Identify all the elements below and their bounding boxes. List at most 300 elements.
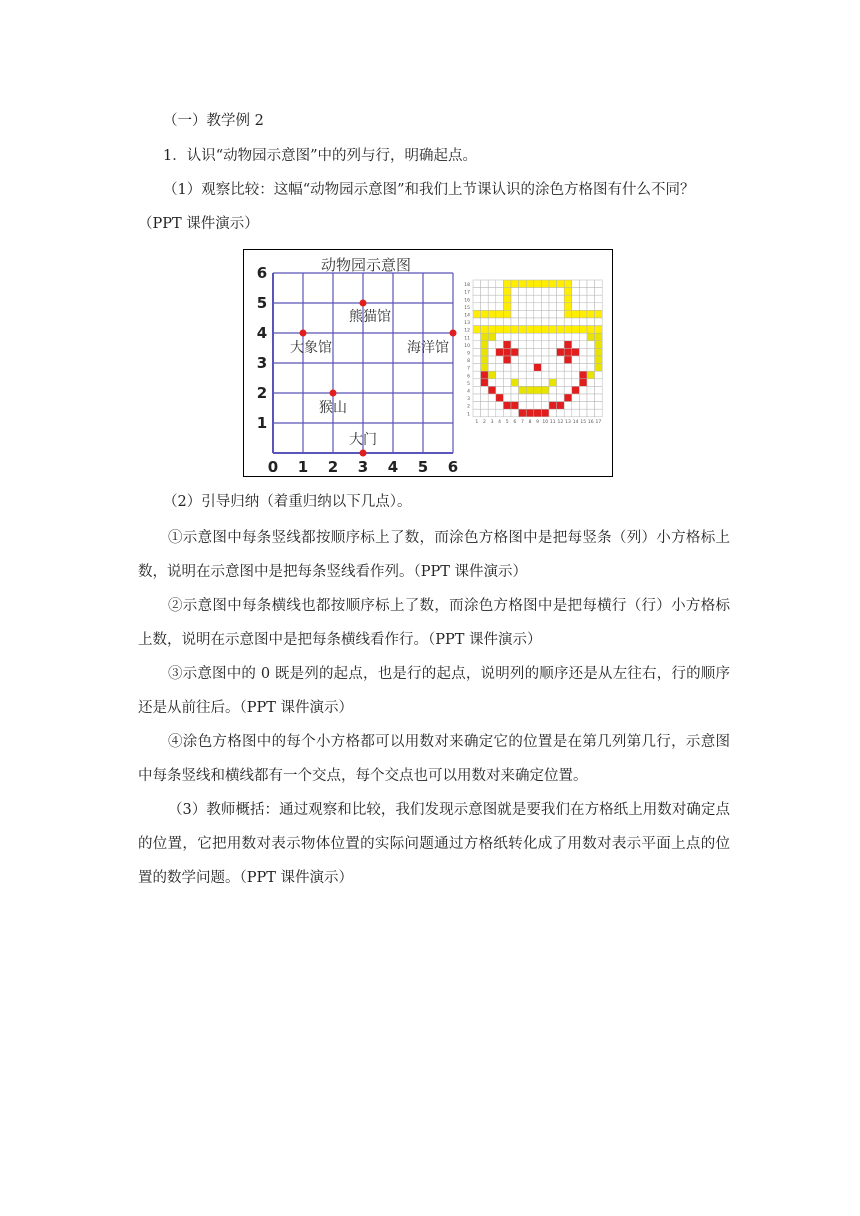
pixel-cell	[579, 356, 587, 364]
place-point	[360, 300, 367, 307]
pixel-cell	[526, 303, 534, 311]
pixel-cell	[526, 280, 534, 288]
pixel-cell	[595, 371, 603, 379]
pixel-cell	[587, 295, 595, 303]
pixel-cell	[557, 364, 565, 372]
pixel-cell	[526, 364, 534, 372]
column-number-label: 1	[475, 419, 479, 425]
pixel-cell	[557, 371, 565, 379]
pixel-cell	[511, 402, 519, 410]
pixel-cell	[511, 295, 519, 303]
pixel-cell	[488, 318, 496, 326]
y-tick-label: 3	[256, 354, 268, 372]
pixel-cell	[595, 394, 603, 402]
y-tick-label: 5	[256, 294, 268, 312]
pixel-cell	[572, 295, 580, 303]
pixel-cell	[587, 326, 595, 334]
pixel-cell	[595, 402, 603, 410]
pixel-cell	[541, 341, 549, 349]
pixel-cell	[481, 409, 489, 417]
pixel-cell	[488, 402, 496, 410]
pixel-cell	[503, 409, 511, 417]
pixel-cell	[572, 356, 580, 364]
x-tick-label: 3	[357, 458, 369, 476]
pixel-cell	[572, 394, 580, 402]
pixel-cell	[557, 303, 565, 311]
pixel-cell	[496, 333, 504, 341]
pixel-cell	[587, 371, 595, 379]
pixel-cell	[534, 333, 542, 341]
pixel-cell	[595, 310, 603, 318]
pixel-cell	[534, 310, 542, 318]
pixel-cell	[549, 379, 557, 387]
pixel-cell	[595, 295, 603, 303]
pixel-cell	[564, 310, 572, 318]
pixel-cell	[541, 326, 549, 334]
x-tick-label: 1	[297, 458, 309, 476]
pixel-cell	[526, 333, 534, 341]
pixel-cell	[549, 402, 557, 410]
pixel-cell	[557, 288, 565, 296]
pixel-cell	[473, 318, 481, 326]
row-number-label: 8	[467, 359, 470, 365]
pixel-cell	[511, 409, 519, 417]
pixel-cell	[488, 333, 496, 341]
pixel-cell	[541, 394, 549, 402]
pixel-cell	[549, 409, 557, 417]
pixel-cell	[511, 394, 519, 402]
pixel-cell	[511, 280, 519, 288]
pixel-cell	[595, 348, 603, 356]
pixel-cell	[526, 288, 534, 296]
pixel-cell	[473, 402, 481, 410]
pixel-cell	[473, 348, 481, 356]
pixel-cell	[579, 310, 587, 318]
pixel-cell	[481, 402, 489, 410]
pixel-cell	[488, 280, 496, 288]
column-number-label: 8	[528, 419, 532, 425]
pixel-cell	[519, 364, 527, 372]
pixel-cell	[564, 364, 572, 372]
pixel-cell	[481, 295, 489, 303]
row-number-label: 11	[464, 336, 470, 342]
pixel-cell	[473, 409, 481, 417]
pixel-cell	[587, 303, 595, 311]
pixel-cell	[579, 333, 587, 341]
pixel-cell	[534, 280, 542, 288]
point-3: ③示意图中的 0 既是列的起点，也是行的起点，说明列的顺序还是从左往右，行的顺序还是从前往后。（PPT 课件演示）	[138, 666, 730, 716]
pixel-cell	[564, 326, 572, 334]
pixel-cell	[579, 288, 587, 296]
pixel-cell	[579, 379, 587, 387]
pixel-cell	[511, 303, 519, 311]
pixel-cell	[519, 356, 527, 364]
pixel-cell	[534, 356, 542, 364]
row-number-label: 14	[464, 313, 470, 319]
pixel-cell	[557, 386, 565, 394]
pixel-cell	[488, 371, 496, 379]
pixel-cell	[519, 295, 527, 303]
pixel-cell	[503, 303, 511, 311]
row-number-label: 1	[467, 412, 470, 418]
pixel-cell	[503, 318, 511, 326]
pixel-cell	[549, 348, 557, 356]
pixel-cell	[549, 280, 557, 288]
pixel-cell	[579, 326, 587, 334]
pixel-cell	[549, 333, 557, 341]
point-2: ②示意图中每条横线也都按顺序标上了数，而涂色方格图中是把每横行（行）小方格标上数，说明在示意图中是把每条横线看作行。（PPT 课件演示）	[138, 598, 730, 648]
pixel-cell	[549, 303, 557, 311]
pixel-cell	[557, 394, 565, 402]
pixel-cell	[534, 386, 542, 394]
pixel-cell	[534, 295, 542, 303]
pixel-cell	[488, 394, 496, 402]
pixel-cell	[526, 409, 534, 417]
pixel-cell	[481, 280, 489, 288]
pixel-cell	[519, 371, 527, 379]
pixel-cell	[503, 371, 511, 379]
pixel-cell	[526, 310, 534, 318]
pixel-cell	[572, 333, 580, 341]
pixel-cell	[519, 348, 527, 356]
step-2-title: （2）引导归纳（着重归纳以下几点）。	[163, 494, 412, 510]
column-number-label: 2	[482, 419, 486, 425]
pixel-cell	[595, 318, 603, 326]
pixel-cell	[579, 280, 587, 288]
pixel-cell	[579, 364, 587, 372]
pixel-cell	[572, 371, 580, 379]
pixel-cell	[572, 318, 580, 326]
pixel-cell	[496, 356, 504, 364]
pixel-cell	[572, 288, 580, 296]
pixel-cell	[595, 280, 603, 288]
pixel-cell	[511, 356, 519, 364]
x-tick-label: 0	[267, 458, 279, 476]
row-number-label: 5	[467, 381, 470, 387]
pixel-cell	[503, 333, 511, 341]
pixel-cell	[526, 326, 534, 334]
pixel-cell	[587, 310, 595, 318]
pixel-cell	[541, 371, 549, 379]
pixel-cell	[595, 409, 603, 417]
pixel-cell	[519, 341, 527, 349]
pixel-cell	[481, 379, 489, 387]
x-tick-label: 5	[417, 458, 429, 476]
pixel-cell	[564, 295, 572, 303]
pixel-cell	[579, 371, 587, 379]
pixel-cell	[496, 409, 504, 417]
pixel-cell	[496, 326, 504, 334]
pixel-cell	[503, 288, 511, 296]
pixel-cell	[557, 402, 565, 410]
pixel-cell	[557, 280, 565, 288]
pixel-cell	[488, 288, 496, 296]
pixel-cell	[534, 402, 542, 410]
column-number-label: 11	[549, 419, 556, 425]
pixel-cell	[587, 356, 595, 364]
pixel-cell	[534, 326, 542, 334]
pixel-cell	[557, 318, 565, 326]
pixel-cell	[526, 295, 534, 303]
pixel-cell	[526, 348, 534, 356]
pixel-cell	[488, 379, 496, 387]
pixel-cell	[473, 310, 481, 318]
pixel-cell	[549, 341, 557, 349]
pixel-cell	[526, 402, 534, 410]
step-1-title: 1．认识“动物园示意图”中的列与行，明确起点。	[163, 148, 478, 164]
pixel-cell	[549, 356, 557, 364]
column-number-label: 14	[572, 419, 579, 425]
pixel-cell	[541, 280, 549, 288]
pixel-cell	[564, 288, 572, 296]
pixel-cell	[511, 318, 519, 326]
pixel-cell	[519, 280, 527, 288]
pixel-cell	[557, 326, 565, 334]
pixel-cell	[511, 386, 519, 394]
pixel-cell	[473, 364, 481, 372]
pixel-cell	[549, 310, 557, 318]
pixel-cell	[519, 379, 527, 387]
pixel-cell	[473, 288, 481, 296]
pixel-cell	[564, 386, 572, 394]
pixel-cell	[564, 341, 572, 349]
column-number-label: 3	[490, 419, 494, 425]
pixel-cell	[519, 318, 527, 326]
pixel-cell	[579, 348, 587, 356]
row-number-label: 16	[464, 298, 470, 304]
row-number-label: 9	[467, 351, 470, 357]
pixel-cell	[572, 310, 580, 318]
pixel-cell	[511, 310, 519, 318]
zoo-map-title: 动物园示意图	[320, 256, 412, 274]
pixel-cell	[496, 295, 504, 303]
pixel-cell	[572, 402, 580, 410]
pixel-cell	[564, 318, 572, 326]
pixel-cell	[579, 303, 587, 311]
pixel-cell	[564, 348, 572, 356]
pixel-cell	[541, 402, 549, 410]
pixel-cell	[503, 310, 511, 318]
comparison-figure	[243, 249, 613, 477]
pixel-cell	[481, 341, 489, 349]
pixel-cell	[503, 280, 511, 288]
pixel-cell	[473, 333, 481, 341]
column-number-label: 10	[542, 419, 549, 425]
pixel-cell	[557, 379, 565, 387]
row-number-label: 7	[467, 366, 470, 372]
pixel-cell	[519, 402, 527, 410]
pixel-cell	[496, 310, 504, 318]
pixel-cell	[549, 386, 557, 394]
pixel-cell	[564, 379, 572, 387]
pixel-cell	[587, 280, 595, 288]
pixel-cell	[587, 394, 595, 402]
pixel-cell	[526, 394, 534, 402]
pixel-cell	[534, 371, 542, 379]
pixel-cell	[496, 402, 504, 410]
pixel-cell	[541, 356, 549, 364]
row-number-label: 18	[464, 283, 470, 289]
pixel-cell	[503, 356, 511, 364]
pixel-cell	[572, 409, 580, 417]
pixel-cell	[557, 356, 565, 364]
column-number-label: 17	[595, 419, 602, 425]
pixel-cell	[481, 318, 489, 326]
pixel-cell	[526, 379, 534, 387]
pixel-cell	[481, 326, 489, 334]
y-tick-label: 4	[256, 324, 268, 342]
pixel-cell	[503, 402, 511, 410]
pixel-cell	[496, 371, 504, 379]
pixel-cell	[496, 318, 504, 326]
pixel-cell	[473, 356, 481, 364]
step-1-1-question: （1）观察比较：这幅“动物园示意图”和我们上节课认识的涂色方格图有什么不同？	[163, 182, 695, 198]
pixel-cell	[473, 386, 481, 394]
pixel-cell	[564, 394, 572, 402]
pixel-cell	[595, 364, 603, 372]
pixel-cell	[503, 295, 511, 303]
pixel-cell	[519, 386, 527, 394]
pixel-cell	[579, 386, 587, 394]
pixel-cell	[481, 371, 489, 379]
pixel-cell	[572, 379, 580, 387]
place-label: 大门	[349, 432, 377, 448]
pixel-cell	[572, 348, 580, 356]
pixel-cell	[557, 409, 565, 417]
pixel-cell	[481, 348, 489, 356]
column-number-label: 4	[498, 419, 502, 425]
pixel-cell	[595, 288, 603, 296]
pixel-cell	[572, 280, 580, 288]
pixel-cell	[503, 348, 511, 356]
pixel-cell	[511, 348, 519, 356]
pixel-cell	[488, 409, 496, 417]
pixel-cell	[579, 341, 587, 349]
row-number-label: 12	[464, 328, 470, 334]
place-label: 熊猫馆	[349, 309, 391, 325]
pixel-cell	[595, 341, 603, 349]
pixel-cell	[557, 341, 565, 349]
row-number-label: 4	[467, 389, 470, 395]
pixel-cell	[511, 288, 519, 296]
pixel-cell	[557, 333, 565, 341]
pixel-cell	[587, 348, 595, 356]
column-number-label: 15	[580, 419, 587, 425]
pixel-cell	[564, 371, 572, 379]
pixel-cell	[572, 303, 580, 311]
pixel-cell	[595, 379, 603, 387]
row-number-label: 3	[467, 397, 470, 403]
pixel-cell	[473, 341, 481, 349]
pixel-cell	[481, 303, 489, 311]
pixel-cell	[519, 409, 527, 417]
pixel-cell	[496, 348, 504, 356]
pixel-cell	[496, 364, 504, 372]
row-number-label: 13	[464, 321, 470, 327]
pixel-cell	[557, 348, 565, 356]
pixel-cell	[549, 295, 557, 303]
column-number-label: 6	[513, 419, 517, 425]
y-tick-label: 1	[256, 414, 268, 432]
pixel-cell	[541, 295, 549, 303]
pixel-cell	[579, 394, 587, 402]
pixel-cell	[549, 288, 557, 296]
pixel-cell	[534, 348, 542, 356]
pixel-cell	[481, 356, 489, 364]
pixel-cell	[534, 341, 542, 349]
row-number-label: 10	[464, 343, 470, 349]
pixel-cell	[564, 356, 572, 364]
pixel-cell	[481, 310, 489, 318]
pixel-cell	[541, 303, 549, 311]
row-number-label: 15	[464, 305, 470, 311]
pixel-cell	[488, 326, 496, 334]
pixel-cell	[519, 333, 527, 341]
section-heading: （一）教学例 2	[163, 113, 264, 129]
pixel-cell	[587, 379, 595, 387]
pixel-cell	[481, 288, 489, 296]
place-point	[300, 330, 307, 337]
pixel-cell	[587, 288, 595, 296]
pixel-cell	[503, 394, 511, 402]
pixel-cell	[481, 364, 489, 372]
column-number-label: 9	[536, 419, 540, 425]
pixel-cell	[519, 288, 527, 296]
pixel-cell	[579, 318, 587, 326]
pixel-cell	[564, 280, 572, 288]
pixel-cell	[572, 364, 580, 372]
pixel-cell	[534, 318, 542, 326]
pixel-cell	[481, 386, 489, 394]
x-tick-label: 4	[387, 458, 399, 476]
pixel-cell	[534, 364, 542, 372]
column-number-label: 16	[587, 419, 594, 425]
pixel-cell	[564, 333, 572, 341]
pixel-cell	[511, 326, 519, 334]
pixel-cell	[526, 386, 534, 394]
place-label: 猴山	[319, 400, 347, 416]
pixel-cell	[541, 348, 549, 356]
pixel-cell	[595, 356, 603, 364]
pixel-cell	[534, 379, 542, 387]
pixel-cell	[511, 341, 519, 349]
y-tick-label: 2	[256, 384, 268, 402]
pixel-cell	[473, 303, 481, 311]
pixel-cell	[587, 402, 595, 410]
point-1: ①示意图中每条竖线都按顺序标上了数，而涂色方格图中是把每竖条（列）小方格标上数，说明在示意图中是把每条竖线看作列。（PPT 课件演示）	[138, 530, 730, 580]
pixel-cell	[496, 288, 504, 296]
column-number-label: 5	[505, 419, 509, 425]
pixel-cell	[595, 303, 603, 311]
place-point	[360, 450, 367, 457]
pixel-cell	[496, 280, 504, 288]
pixel-cell	[496, 386, 504, 394]
pixel-cell	[488, 356, 496, 364]
pixel-cell	[473, 295, 481, 303]
pixel-cell	[503, 379, 511, 387]
pixel-cell	[541, 288, 549, 296]
pixel-cell	[541, 409, 549, 417]
pixel-cell	[488, 310, 496, 318]
pixel-cell	[519, 394, 527, 402]
pixel-cell	[526, 356, 534, 364]
pixel-cell	[541, 379, 549, 387]
row-number-label: 2	[467, 404, 470, 410]
pixel-cell	[579, 402, 587, 410]
place-label: 海洋馆	[407, 340, 449, 356]
pixel-cell	[549, 364, 557, 372]
pixel-cell	[557, 295, 565, 303]
